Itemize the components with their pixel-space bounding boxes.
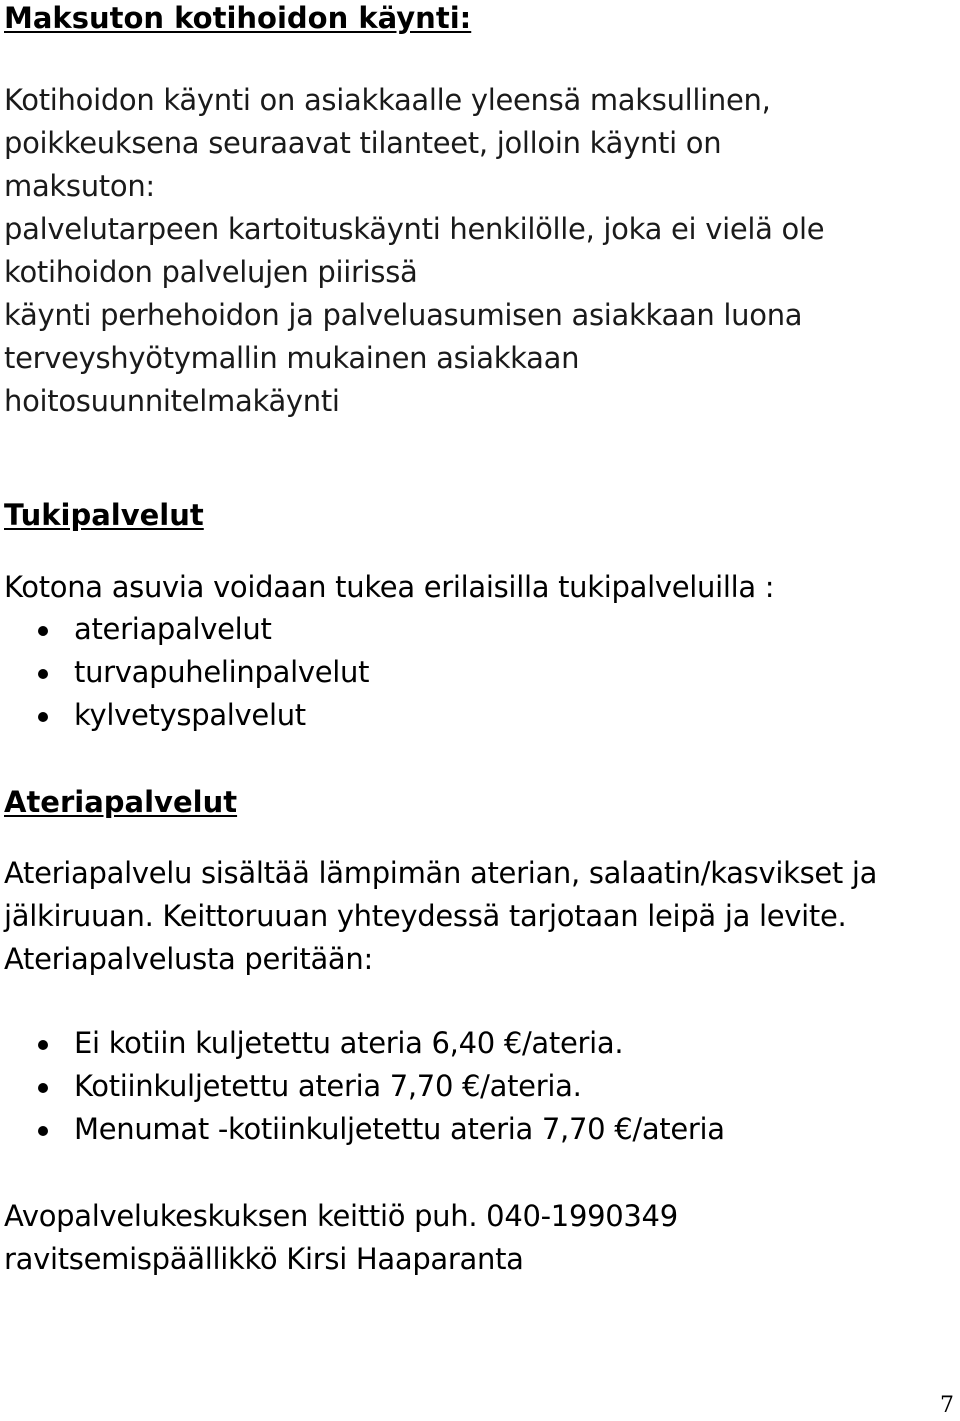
list-item-text: Ei kotiin kuljetettu ateria 6,40 €/ateria. xyxy=(74,1026,624,1060)
list-item-text: Kotiinkuljetettu ateria 7,70 €/ateria. xyxy=(74,1069,582,1103)
section-heading-support-services: Tukipalvelut xyxy=(4,498,204,532)
list-item-text: Menumat -kotiinkuljetettu ateria 7,70 €/ateria xyxy=(74,1112,725,1146)
paragraph-line: palvelutarpeen kartoituskäynti henkilölle, joka ei vielä ole xyxy=(4,212,825,246)
contact-line: ravitsemispäällikkö Kirsi Haaparanta xyxy=(4,1242,524,1276)
paragraph-line: Ateriapalvelusta peritään: xyxy=(4,942,373,976)
paragraph-line: kotihoidon palvelujen piirissä xyxy=(4,255,418,289)
list-item xyxy=(4,608,369,651)
paragraph-line: käynti perhehoidon ja palveluasumisen asiakkaan luona xyxy=(4,298,803,332)
page-number: 7 xyxy=(940,1393,954,1418)
contact-line: Avopalvelukeskuksen keittiö puh. 040-1990349 xyxy=(4,1199,678,1233)
list-item xyxy=(4,1108,725,1151)
paragraph-line: maksuton: xyxy=(4,169,155,203)
section-heading-free-visit: Maksuton kotihoidon käynti: xyxy=(4,1,472,35)
list-item-text: turvapuhelinpalvelut xyxy=(74,655,370,689)
paragraph-line: Kotihoidon käynti on asiakkaalle yleensä maksullinen, xyxy=(4,83,771,117)
list-item xyxy=(4,1022,725,1065)
paragraph-line: Ateriapalvelu sisältää lämpimän aterian, salaatin/kasvikset ja xyxy=(4,856,878,890)
bullet-icon xyxy=(38,1083,48,1093)
support-services-intro xyxy=(4,566,774,609)
paragraph-line: terveyshyötymallin mukainen asiakkaan xyxy=(4,341,580,375)
list-item xyxy=(4,651,369,694)
list-item xyxy=(4,694,369,737)
paragraph-line: Kotona asuvia voidaan tukea erilaisilla tukipalveluilla : xyxy=(4,570,775,604)
meal-prices-list xyxy=(4,1022,725,1151)
support-services-list xyxy=(4,608,369,737)
paragraph-line: hoitosuunnitelmakäynti xyxy=(4,384,340,418)
bullet-icon xyxy=(38,1040,48,1050)
section-heading-meal-services: Ateriapalvelut xyxy=(4,785,238,819)
paragraph-line: jälkiruuan. Keittoruuan yhteydessä tarjotaan leipä ja levite. xyxy=(4,899,847,933)
bullet-icon xyxy=(38,712,48,722)
bullet-icon xyxy=(38,669,48,679)
bullet-icon xyxy=(38,1126,48,1136)
free-visit-paragraph xyxy=(4,79,824,423)
list-item xyxy=(4,1065,725,1108)
bullet-icon xyxy=(38,626,48,636)
list-item-text: ateriapalvelut xyxy=(74,612,272,646)
paragraph-line: poikkeuksena seuraavat tilanteet, jolloin käynti on xyxy=(4,126,722,160)
meal-services-paragraph xyxy=(4,852,877,981)
contact-info xyxy=(4,1195,678,1281)
list-item-text: kylvetyspalvelut xyxy=(74,698,306,732)
